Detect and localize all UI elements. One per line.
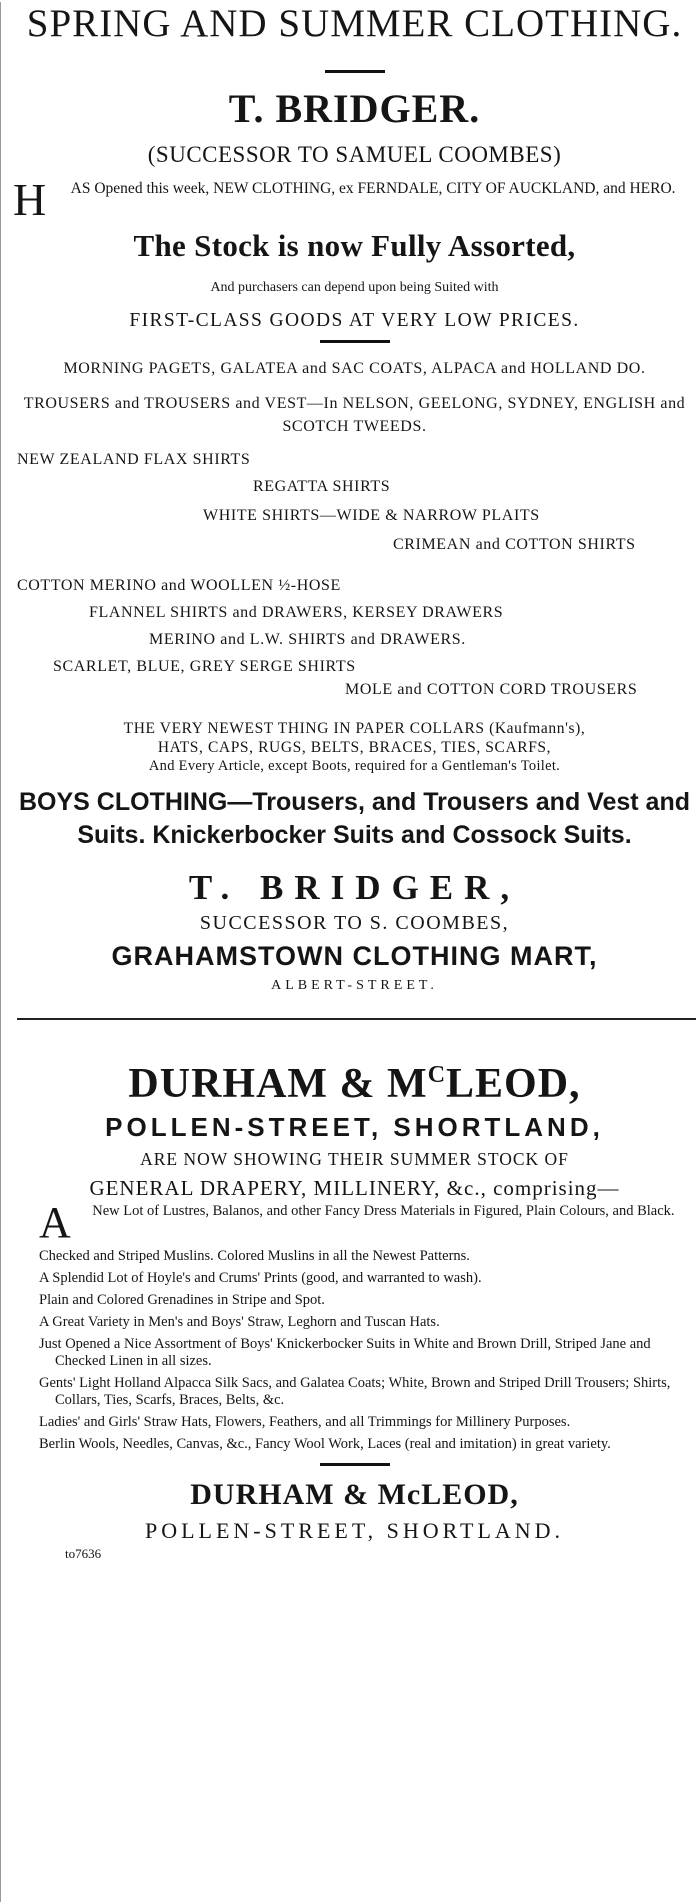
name-superscript: C (427, 1062, 447, 1088)
divider-rule (320, 340, 390, 343)
durham-advertisement (13, 1060, 696, 1562)
list-item: Plain and Colored Grenadines in Stripe and Spot. (39, 1292, 325, 1308)
newspaper-page (0, 2, 700, 1902)
showing-line: ARE NOW SHOWING THEIR SUMMER STOCK OF (140, 1149, 569, 1169)
list-item: A Splendid Lot of Hoyle's and Crums' Prints (good, and warranted to wash). (39, 1270, 482, 1286)
list-item: Ladies' and Girls' Straw Hats, Flowers, Feathers, and all Trimmings for Millinery Purposes. (39, 1414, 571, 1430)
hats-line: HATS, CAPS, RUGS, BELTS, BRACES, TIES, SCARFS, (157, 739, 552, 756)
list-item: COTTON MERINO and WOOLLEN ½-HOSE (17, 577, 341, 594)
list-item: MOLE and COTTON CORD TROUSERS (345, 681, 638, 698)
list-item: WHITE SHIRTS—WIDE & NARROW PLAITS (203, 507, 540, 524)
headline: SPRING AND SUMMER CLOTHING. (26, 2, 683, 45)
trousers-line: TROUSERS and TROUSERS and VEST—In NELSON, GEELONG, SYDNEY, ENGLISH and SCOTCH TWEEDS. (23, 395, 686, 435)
every-article-line: And Every Article, except Boots, required for a Gentleman's Toilet. (148, 758, 561, 774)
opened-text: AS Opened this week, NEW CLOTHING, ex FERNDALE, CITY OF AUCKLAND, and HERO. (70, 180, 676, 197)
signature-name: DURHAM & McLEOD, (190, 1478, 519, 1511)
list-item: NEW ZEALAND FLAX SHIRTS (17, 451, 251, 468)
list-item: CRIMEAN and COTTON SHIRTS (393, 536, 636, 553)
signature-successor: SUCCESSOR TO S. COOMBES, (199, 912, 510, 934)
signature-address: POLLEN-STREET, SHORTLAND. (144, 1518, 565, 1543)
merchant-address: POLLEN-STREET, SHORTLAND, (105, 1112, 604, 1142)
bridger-advertisement (13, 2, 696, 994)
boys-clothing-block: BOYS CLOTHING—Trousers, and Trousers and Vest and Suits. Knickerbocker Suits and Cossock Suits. (19, 788, 690, 849)
section-separator (17, 1018, 696, 1020)
list-item: Gents' Light Holland Alpacca Silk Sacs, and Galatea Coats; White, Brown and Striped Drill Trousers; Shirts, Collars, Ties, Scarfs, Braces, Belts, &c. (39, 1375, 671, 1408)
hosiery-list (13, 574, 696, 701)
list-item: Checked and Striped Muslins. Colored Muslins in all the Newest Patterns. (39, 1248, 470, 1264)
list-item: REGATTA SHIRTS (253, 478, 391, 495)
list-item: MERINO and L.W. SHIRTS and DRAWERS. (149, 631, 466, 648)
merchant-name (13, 1060, 696, 1108)
drop-cap: A (39, 1198, 71, 1247)
opened-notice (13, 174, 696, 225)
coats-line: MORNING PAGETS, GALATEA and SAC COATS, ALPACA and HOLLAND DO. (63, 360, 646, 377)
name-part: DURHAM & M (128, 1061, 428, 1107)
collars-line: THE VERY NEWEST THING IN PAPER COLLARS (Kaufmann's), (123, 720, 586, 737)
list-item: SCARLET, BLUE, GREY SERGE SHIRTS (53, 658, 356, 675)
ad-code: to7636 (65, 1546, 102, 1561)
list-item: Just Opened a Nice Assortment of Boys' Knickerbocker Suits in White and Brown Drill, Striped Jane and Checked Linen in all sizes. (39, 1336, 651, 1369)
successor-line: (SUCCESSOR TO SAMUEL COOMBES) (147, 142, 562, 167)
purchasers-line: And purchasers can depend upon being Suited with (210, 280, 499, 295)
merchant-name: T. BRIDGER. (228, 86, 481, 131)
signature-name: T. BRIDGER, (188, 868, 521, 907)
divider-rule (325, 70, 385, 73)
drop-cap: H (13, 174, 47, 225)
list-item (13, 1198, 696, 1247)
list-item: A Great Variety in Men's and Boys' Straw, Leghorn and Tuscan Hats. (39, 1314, 440, 1330)
street-address: ALBERT-STREET. (271, 978, 438, 993)
shirts-list (13, 448, 696, 556)
first-class-line: FIRST-CLASS GOODS AT VERY LOW PRICES. (129, 310, 580, 331)
list-item: Berlin Wools, Needles, Canvas, &c., Fancy Wool Work, Laces (real and imitation) in great variety. (39, 1436, 611, 1452)
general-drapery-line: GENERAL DRAPERY, MILLINERY, &c., comprising— (89, 1176, 620, 1200)
list-item: FLANNEL SHIRTS and DRAWERS, KERSEY DRAWERS (89, 604, 504, 621)
name-part: LEOD, (446, 1061, 581, 1107)
divider-rule (320, 1463, 390, 1466)
clothing-mart: GRAHAMSTOWN CLOTHING MART, (111, 941, 598, 971)
stock-heading: The Stock is now Fully Assorted, (133, 228, 576, 263)
list-item-text: New Lot of Lustres, Balanos, and other Fancy Dress Materials in Figured, Plain Colours, and Black. (92, 1203, 675, 1219)
stock-list (13, 1198, 696, 1453)
